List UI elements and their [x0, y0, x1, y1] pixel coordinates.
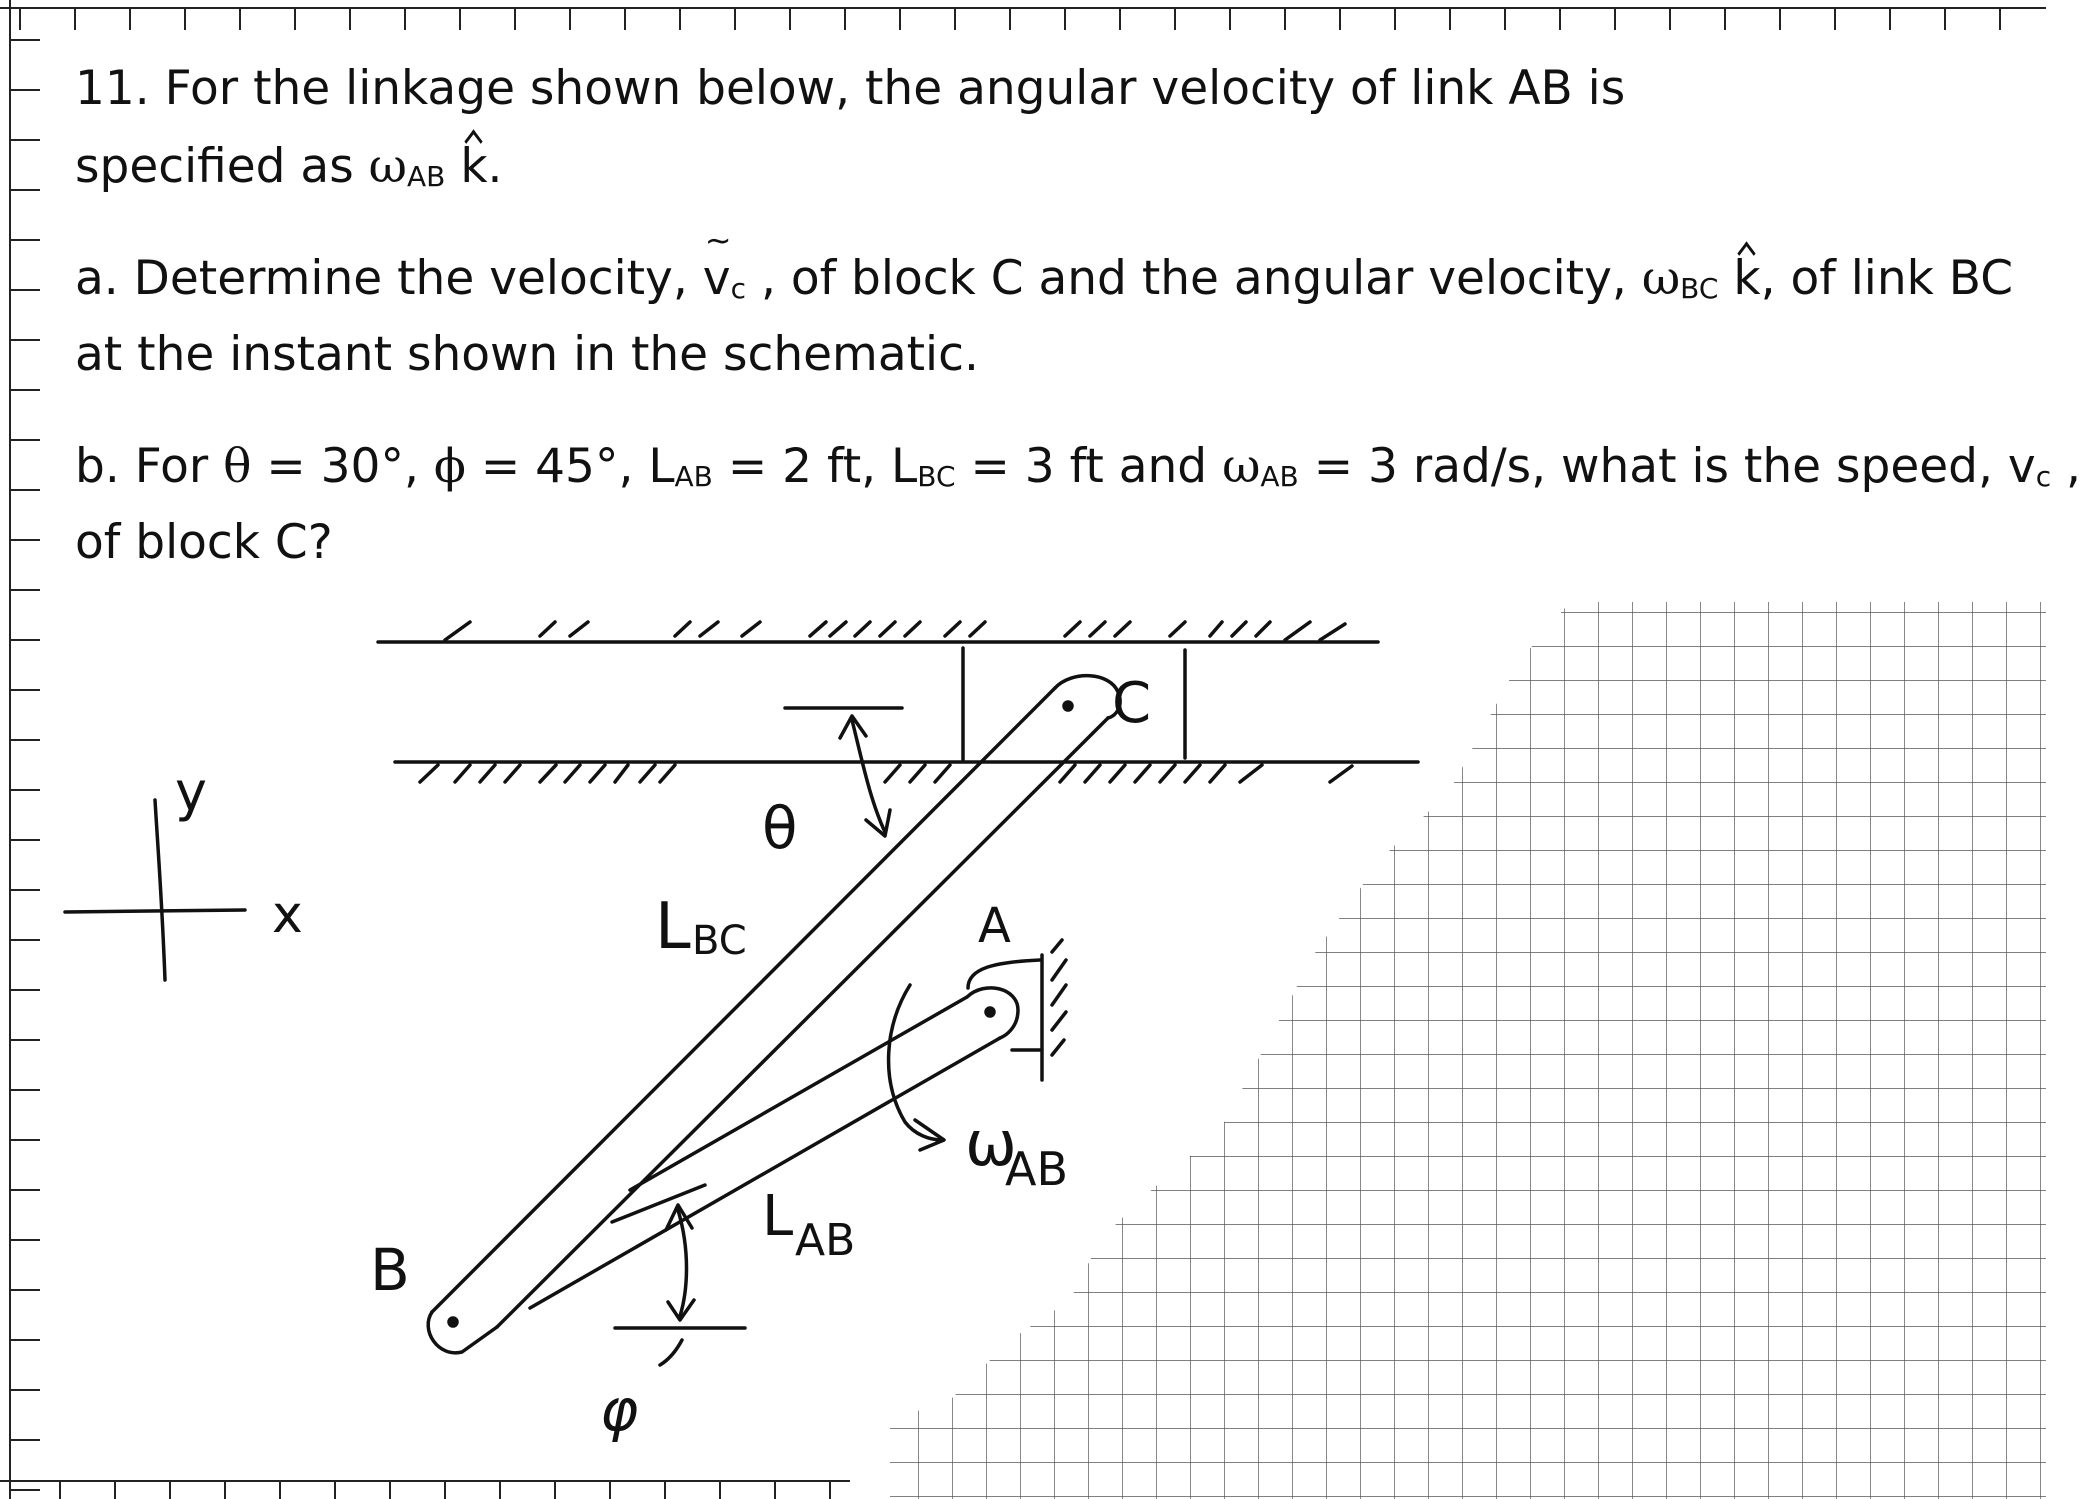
phi-arc [612, 1185, 745, 1365]
v-vector-symbol: ~ v [703, 252, 731, 306]
problem-line-2: specified as ωAB k. [75, 139, 503, 194]
theta-arc [840, 716, 890, 836]
part-b-line-1: b. For θ = 30°, ϕ = 45°, LAB = 2 ft, LBC = 3 ft and ωAB = 3 rad/s, what is the speed, vc , [75, 439, 2081, 494]
label-lab-sub: AB [795, 1215, 856, 1266]
k-hat-symbol: k [460, 139, 488, 194]
label-theta: θ [762, 794, 798, 862]
label-lbc-sub: BC [692, 918, 747, 964]
upper-guide-rail [378, 622, 1378, 642]
axis-label-x: x [272, 885, 303, 945]
label-omega-ab-sub: AB [1005, 1142, 1069, 1196]
label-a: A [978, 898, 1011, 954]
problem-line-1: 11. For the linkage shown below, the angular velocity of link AB is [75, 61, 1626, 116]
block-c [963, 648, 1185, 760]
label-lab-main: L [762, 1184, 794, 1249]
label-b: B [370, 1236, 410, 1304]
k-hat-symbol-bc: k [1733, 251, 1761, 306]
part-b-line-2: of block C? [75, 515, 333, 570]
label-lbc-main: L [655, 890, 691, 964]
axis-label-y: y [175, 760, 207, 823]
label-c: C [1112, 671, 1152, 736]
label-omega-ab-main: ω [965, 1107, 1017, 1180]
part-a-line-2: at the instant shown in the schematic. [75, 327, 979, 382]
label-phi: φ [600, 1376, 639, 1444]
lower-guide-rail [395, 762, 1418, 782]
part-a-line-1: a. Determine the velocity, ~ vc , of block C and the angular velocity, ωBC k, of link BC [75, 252, 2013, 306]
link-ab [530, 988, 1018, 1308]
coordinate-axes [65, 800, 245, 980]
omega-ab-arrow [889, 985, 944, 1150]
